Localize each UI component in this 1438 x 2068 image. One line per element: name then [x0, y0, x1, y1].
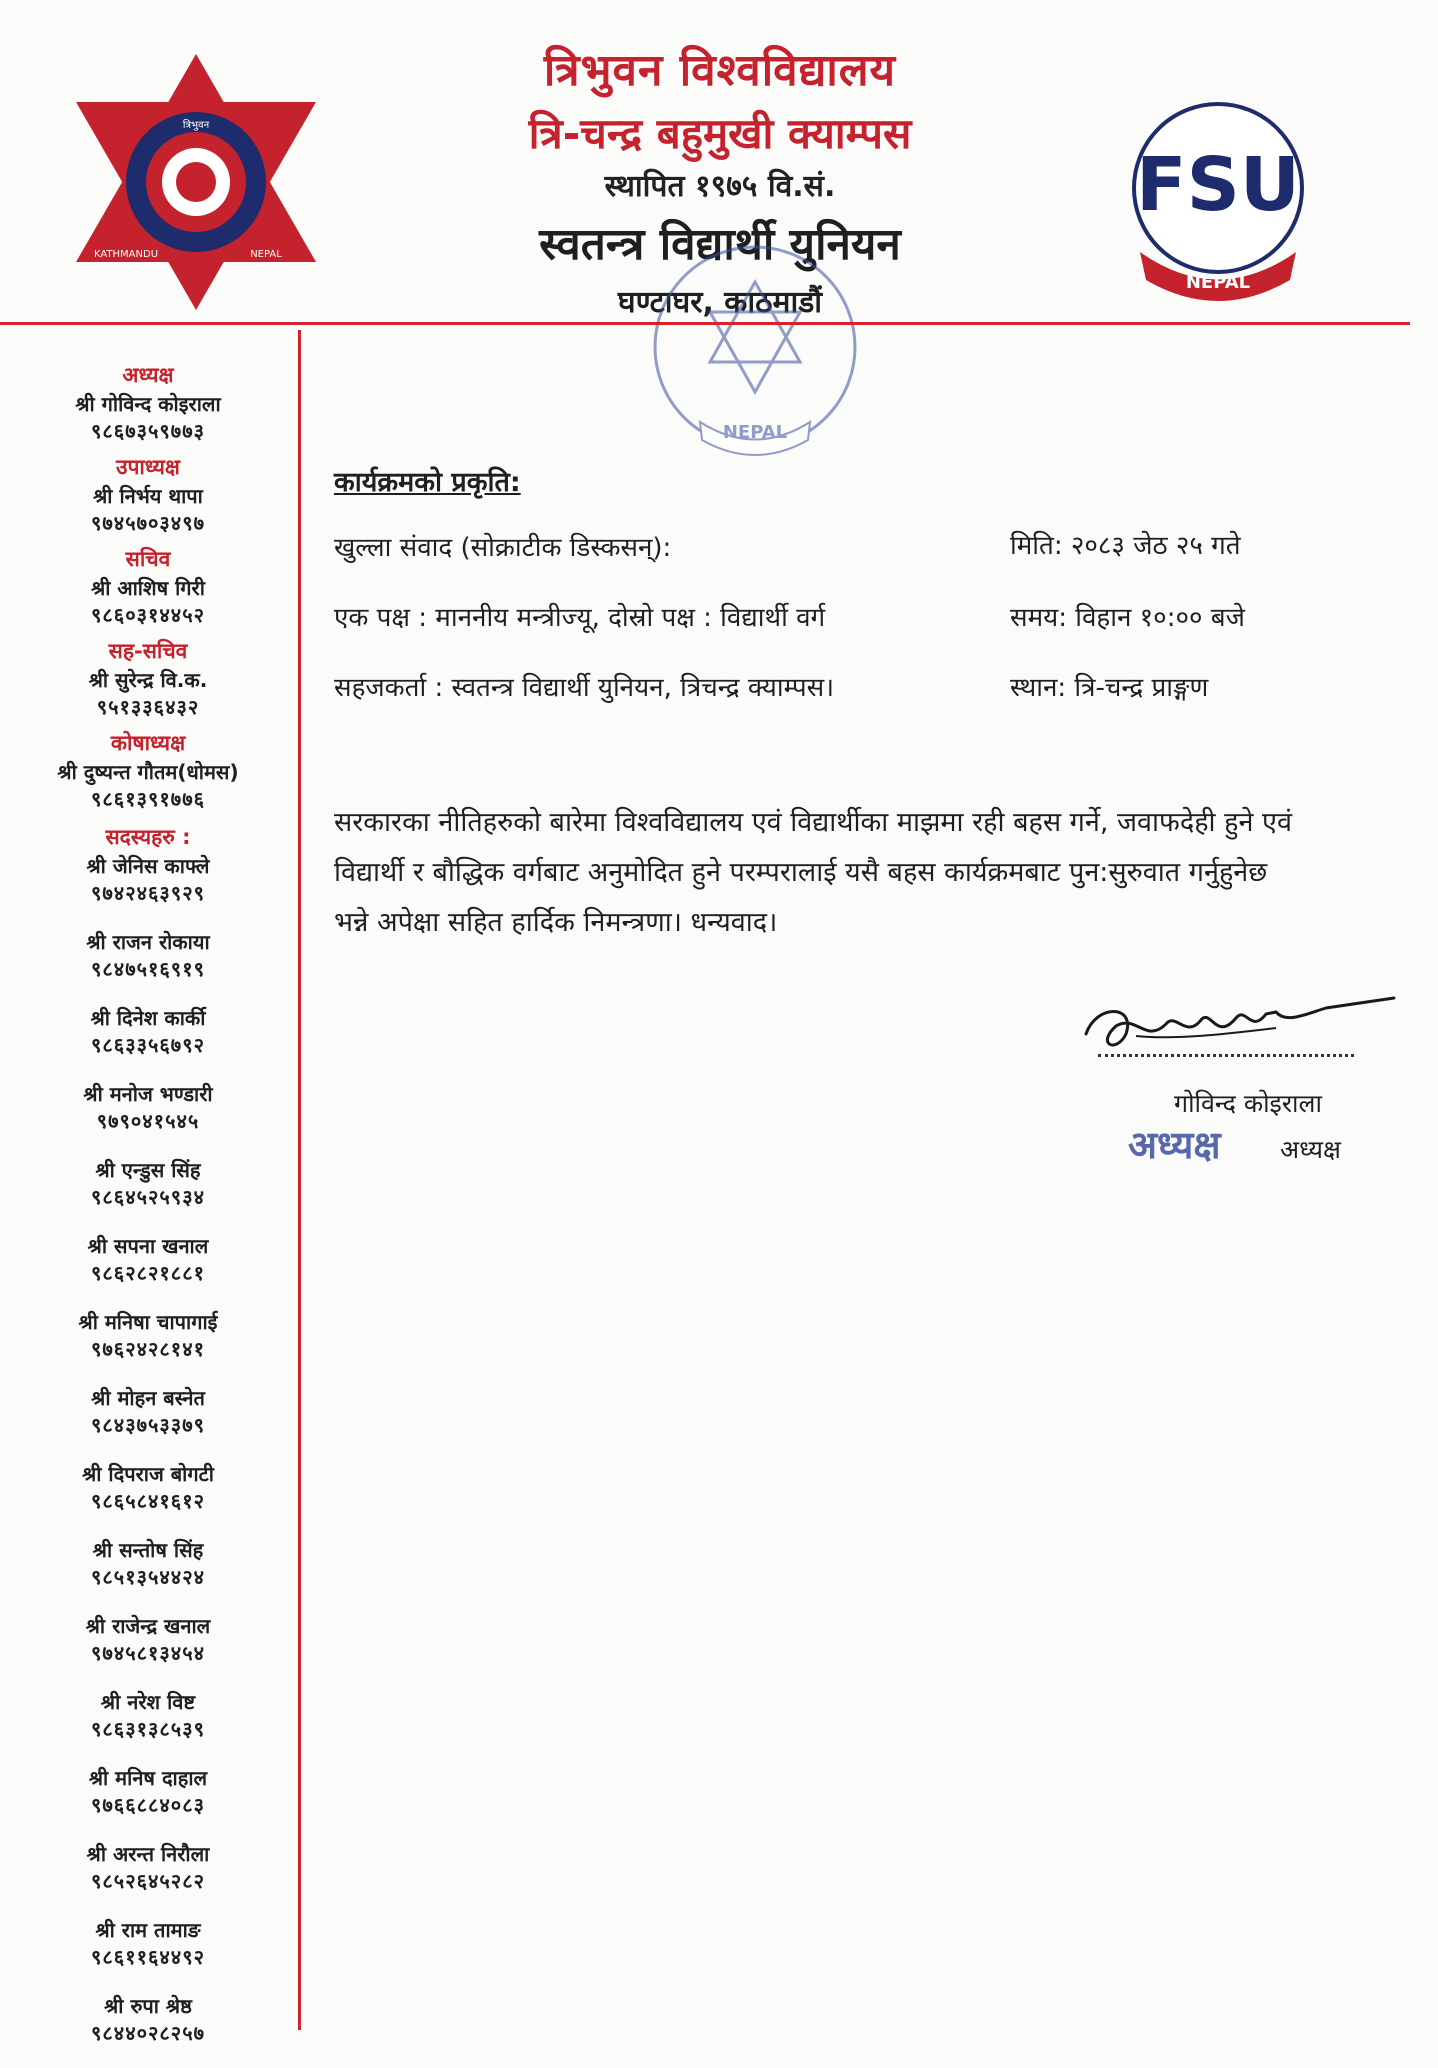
title-stamp: अध्यक्ष [1128, 1123, 1221, 1167]
tu-logo-left-text: KATHMANDU [93, 249, 159, 260]
member-name: श्री राजन रोकाया [86, 930, 210, 954]
signatory-name: गोविन्द कोइराला [1174, 1089, 1322, 1118]
paragraph-line: सरकारका नीतिहरुको बारेमा विश्वविद्यालय एवं विद्यार्थीका माझमा रही बहस गर्ने, जवाफदेही हुने एवं [334, 807, 1292, 838]
program-venue: स्थान: त्रि-चन्द्र प्राङ्गण [1010, 673, 1209, 703]
paragraph-line: भन्ने अपेक्षा सहित हार्दिक निमन्त्रणा। धन्यवाद। [334, 907, 778, 938]
member-name: श्री सन्तोष सिंह [92, 1538, 204, 1562]
members-list [0, 852, 296, 2046]
member-name: श्री दिपराज बोगटी [82, 1462, 214, 1486]
fsu-banner-text: NEPAL [1185, 272, 1251, 293]
header-divider [0, 322, 1410, 325]
member-name: श्री सपना खनाल [87, 1234, 209, 1258]
program-time: समय: विहान १०:०० बजे [1010, 603, 1245, 633]
member-name: श्री राम तामाङ [95, 1918, 201, 1942]
program-type: खुल्ला संवाद (सोक्राटीक डिस्कसन्): [334, 533, 672, 563]
members-heading: सदस्यहरु : [105, 825, 191, 849]
program-nature-heading: कार्यक्रमको प्रकृति: [334, 467, 521, 498]
member-entry [0, 1916, 296, 1970]
officer-name: श्री निर्भय थापा [93, 484, 203, 508]
member-entry [0, 1688, 296, 1742]
member-name: श्री मनोज भण्डारी [83, 1082, 213, 1106]
union-name: स्वतन्त्र विद्यार्थी युनियन [539, 219, 901, 270]
member-entry [0, 1384, 296, 1438]
member-phone: ९८४४०२८२५७ [91, 2021, 205, 2045]
paragraph-line: विद्यार्थी र बौद्धिक वर्गबाट अनुमोदित हुने परम्परालाई यसै बहस कार्यक्रमबाट पुन:सुरुवात गर्नुहुनेछ [334, 857, 1268, 888]
tu-logo-top-text: त्रिभुवन [182, 120, 210, 131]
officer-entry [0, 728, 296, 812]
program-date: मिति: २०८३ जेठ २५ गते [1010, 531, 1241, 561]
officer-entry [0, 452, 296, 536]
fsu-logo [1120, 92, 1316, 302]
member-entry [0, 1080, 296, 1134]
member-phone: ९७६६८८४०८३ [91, 1793, 205, 1817]
signatory-title: अध्यक्ष [1280, 1135, 1341, 1164]
university-name: त्रिभुवन विश्वविद्यालय [543, 45, 897, 96]
member-phone: ९८६११६४४९२ [91, 1945, 205, 1969]
union-location: घण्टाघर, काठमाडौं [617, 285, 823, 320]
officer-role: कोषाध्यक्ष [110, 731, 186, 755]
member-entry [0, 1004, 296, 1058]
member-name: श्री राजेन्द्र खनाल [85, 1614, 211, 1638]
program-parties: एक पक्ष : माननीय मन्त्रीज्यू, दोस्रो पक्ष : विद्यार्थी वर्ग [334, 603, 826, 633]
member-phone: ९८५१३५४४२४ [91, 1565, 205, 1589]
member-name: श्री मनिषा चापागाई [78, 1310, 218, 1334]
fsu-logo-text: FSU [1136, 142, 1300, 228]
union-stamp [640, 232, 870, 462]
member-entry [0, 1460, 296, 1514]
established-line: स्थापित १९७५ वि.सं. [604, 169, 836, 204]
member-entry [0, 1612, 296, 1666]
member-phone: ९७९०४१५४५ [96, 1109, 200, 1133]
sidebar-divider [298, 330, 301, 2030]
officer-phone: ९८६०३१४४५२ [91, 603, 205, 627]
member-phone: ९८६३१३८५३९ [91, 1717, 205, 1741]
officer-phone: ९५१३३६४३२ [96, 695, 200, 719]
member-phone: ९८६५८४१६१२ [91, 1489, 205, 1513]
member-phone: ९७६२४२८१४१ [91, 1337, 205, 1361]
officer-phone: ९७४५७०३४९७ [91, 511, 205, 535]
officer-phone: ९८६७३५९७७३ [91, 419, 205, 443]
member-name: श्री मोहन बस्नेत [91, 1386, 205, 1410]
signature-line [1098, 1054, 1354, 1057]
member-name: श्री अरन्त निरौला [86, 1842, 210, 1866]
tu-logo-right-text: NEPAL [250, 249, 282, 260]
member-phone: ९८६२८२१८८१ [91, 1261, 205, 1285]
member-phone: ९७४५८१३४५४ [91, 1641, 205, 1665]
member-phone: ९८४७५१६९१९ [91, 957, 205, 981]
member-name: श्री एन्डुस सिंह [95, 1158, 201, 1182]
officer-entry [0, 360, 296, 444]
member-phone: ९८६३३५६७९२ [91, 1033, 205, 1057]
member-entry [0, 1156, 296, 1210]
program-facilitator: सहजकर्ता : स्वतन्त्र विद्यार्थी युनियन, त्रिचन्द्र क्याम्पस। [334, 673, 835, 703]
member-name: श्री नरेश विष्ट [100, 1690, 196, 1714]
officer-phone: ९८६१३९१७७६ [91, 787, 205, 811]
member-entry [0, 1232, 296, 1286]
member-name: श्री जेनिस काफ्ले [86, 854, 210, 878]
member-name: श्री मनिष दाहाल [88, 1766, 208, 1790]
officer-role: उपाध्यक्ष [115, 455, 180, 479]
member-entry [0, 1764, 296, 1818]
member-entry [0, 1840, 296, 1894]
member-entry [0, 928, 296, 982]
member-entry [0, 852, 296, 906]
officer-name: श्री आशिष गिरी [91, 576, 205, 600]
member-phone: ९८५२६४५२८२ [91, 1869, 205, 1893]
committee-sidebar [0, 360, 296, 2068]
officer-role: अध्यक्ष [122, 363, 174, 387]
officer-name: श्री सुरेन्द्र वि.क. [88, 668, 208, 692]
member-name: श्री दिनेश कार्की [90, 1006, 206, 1030]
invitation-paragraph [334, 798, 1384, 948]
tribhuvan-university-logo [66, 52, 326, 312]
officer-name: श्री दुष्यन्त गौतम(धोमस) [57, 760, 239, 784]
member-entry [0, 1536, 296, 1590]
officer-role: सह-सचिव [108, 639, 188, 663]
campus-name: त्रि-चन्द्र बहुमुखी क्याम्पस [528, 109, 912, 158]
member-phone: ९७४२४६३९२९ [91, 881, 205, 905]
stamp-banner-text: NEPAL [722, 422, 788, 443]
member-phone: ९८६४५२५९३४ [91, 1185, 205, 1209]
officer-entry [0, 636, 296, 720]
handwritten-signature [1076, 984, 1396, 1064]
member-entry [0, 1992, 296, 2046]
officer-name: श्री गोविन्द कोइराला [75, 392, 221, 416]
member-name: श्री रुपा श्रेष्ठ [104, 1994, 192, 2018]
officer-entry [0, 544, 296, 628]
officer-role: सचिव [125, 547, 171, 571]
member-entry [0, 1308, 296, 1362]
member-phone: ९८४३७५३३७९ [91, 1413, 205, 1437]
